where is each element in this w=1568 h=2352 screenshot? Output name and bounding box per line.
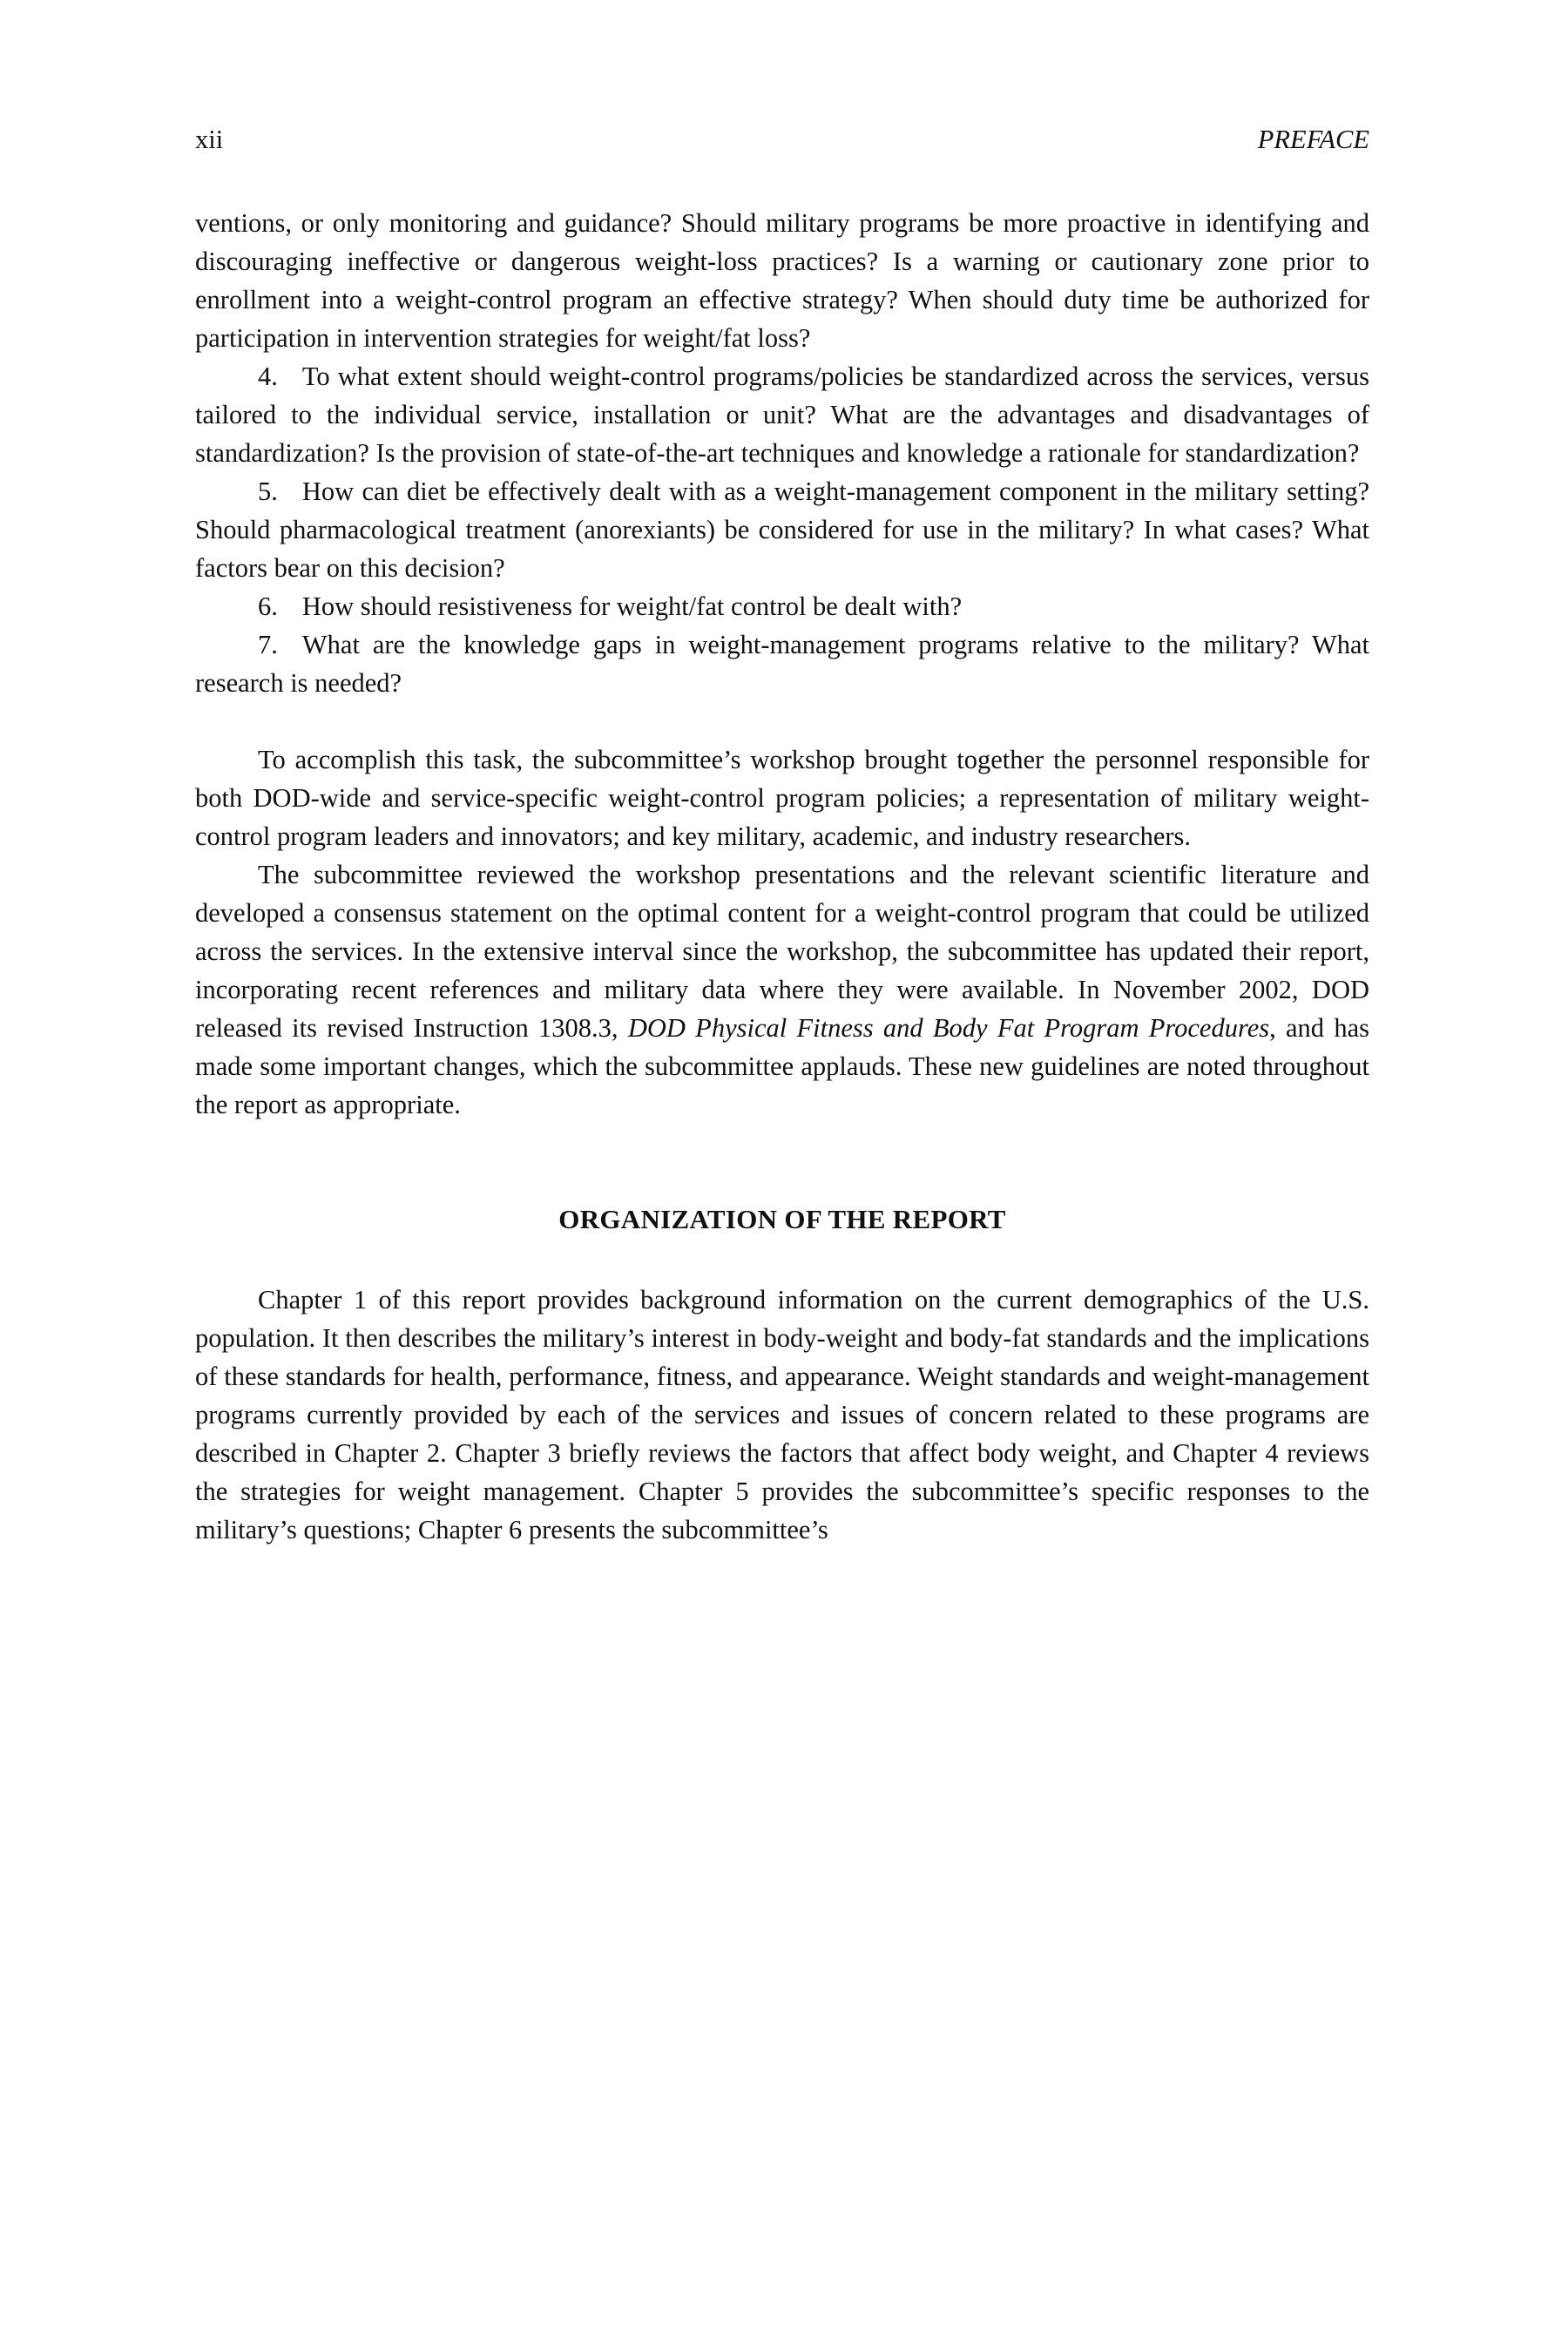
list-item-number: 5. bbox=[258, 476, 278, 506]
list-item-text: How can diet be effectively dealt with as a weight-management component in the military setting? Should pharmacological treatment (anorexiants) be considered for use in the military? In what cases? What factors bear on this decision? bbox=[195, 476, 1369, 583]
list-item-5 bbox=[195, 472, 1369, 587]
page-number: xii bbox=[195, 125, 224, 154]
paragraph-text: , and has made some important changes, which the subcommittee applauds. These new guidelines are noted throughout the report as appropriate. bbox=[195, 1013, 1369, 1119]
page-body bbox=[195, 204, 1369, 1549]
paragraph-text: The subcommittee reviewed the workshop presentations and the relevant scientific literature and developed a consensus statement on the optimal content for a weight-control program that could be utilized across the services. In the extensive interval since the workshop, the subcommittee has updated their report, incorporating recent references and military data where they were available. In November 2002, DOD released its revised Instruction 1308.3, bbox=[195, 860, 1369, 1043]
paragraph-continuation: ventions, or only monitoring and guidance? Should military programs be more proactive in identifying and discouraging ineffective or dangerous weight-loss practices? Is a warning or cautionary zone prior to enrollment into a weight-control program an effective strategy? When should duty time be authorized for participation in intervention strategies for weight/fat loss? bbox=[195, 208, 1369, 353]
list-item-text: To what extent should weight-control programs/policies be standardized across the services, versus tailored to the individual service, installation or unit? What are the advantages and disadvantages of standardization? Is the provision of state-of-the-art techniques and knowledge a rationale for standardization? bbox=[195, 362, 1369, 468]
list-item-7 bbox=[195, 625, 1369, 702]
list-item-text: What are the knowledge gaps in weight-management programs relative to the military? What research is needed? bbox=[195, 630, 1369, 698]
list-item-4 bbox=[195, 357, 1369, 472]
section-heading: ORGANIZATION OF THE REPORT bbox=[558, 1204, 1006, 1234]
italic-book-title: DOD Physical Fitness and Body Fat Program Procedures bbox=[627, 1013, 1270, 1043]
page-header bbox=[195, 120, 1369, 159]
list-item-number: 7. bbox=[258, 630, 278, 659]
paragraph-workshop: To accomplish this task, the subcommittee’s workshop brought together the personnel responsible for both DOD-wide and service-specific weight-control program policies; a representation of military weight-control program leaders and innovators; and key military, academic, and industry researchers. bbox=[195, 745, 1369, 851]
list-item-6 bbox=[195, 587, 1369, 625]
list-item-number: 6. bbox=[258, 591, 278, 621]
list-item-text: How should resistiveness for weight/fat control be dealt with? bbox=[301, 591, 963, 621]
list-item-number: 4. bbox=[258, 362, 278, 391]
paragraph-organization: Chapter 1 of this report provides background information on the current demographics of the U.S. population. It then describes the military’s interest in body-weight and body-fat standards and the implications of these standards for health, performance, fitness, and appearance. Weight standards and weight-management programs currently provided by each of the services and issues of concern related to these programs are described in Chapter 2. Chapter 3 briefly reviews the factors that affect body weight, and Chapter 4 reviews the strategies for weight management. Chapter 5 provides the subcommittee’s specific responses to the military’s questions; Chapter 6 presents the subcommittee’s bbox=[195, 1285, 1369, 1544]
running-title: PREFACE bbox=[1257, 125, 1369, 154]
paragraph-review bbox=[195, 855, 1369, 1124]
